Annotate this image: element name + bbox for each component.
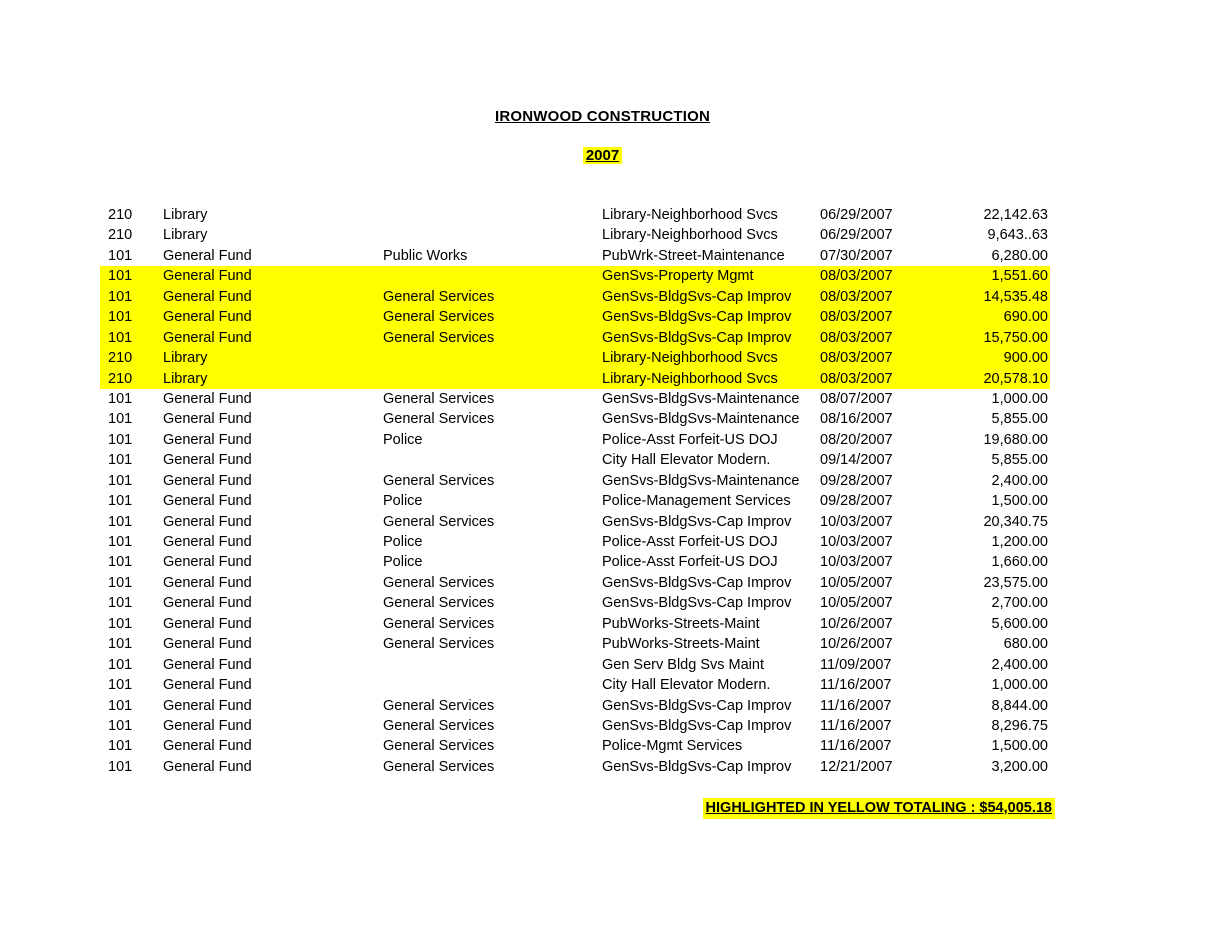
date-cell: 11/16/2007 bbox=[820, 717, 892, 734]
fund-number-cell: 101 bbox=[108, 329, 133, 346]
amount-cell: 2,400.00 bbox=[991, 472, 1048, 489]
fund-number-cell: 101 bbox=[108, 656, 133, 673]
date-cell: 10/26/2007 bbox=[820, 636, 893, 653]
department-cell: General Services bbox=[383, 329, 495, 346]
date-cell: 06/29/2007 bbox=[820, 207, 893, 223]
table-row bbox=[100, 614, 1050, 634]
amount-cell: 5,600.00 bbox=[991, 615, 1048, 632]
department-cell: General Services bbox=[383, 390, 495, 407]
amount-cell: 1,200.00 bbox=[991, 534, 1048, 550]
fund-name-cell: Library bbox=[163, 350, 208, 367]
table-row bbox=[100, 389, 1050, 409]
fund-name-cell: General Fund bbox=[163, 288, 252, 305]
fund-number-cell: 210 bbox=[108, 370, 133, 387]
fund-name-cell: General Fund bbox=[163, 717, 252, 734]
account-cell: GenSvs-BldgSvs-Cap Improv bbox=[602, 697, 792, 714]
amount-cell: 19,680.00 bbox=[983, 431, 1048, 448]
date-cell: 08/03/2007 bbox=[820, 329, 893, 346]
fund-name-cell: Library bbox=[163, 370, 208, 387]
account-cell: GenSvs-BldgSvs-Maintenance bbox=[602, 472, 800, 489]
department-cell bbox=[383, 348, 602, 368]
department-cell bbox=[383, 205, 602, 225]
fund-name-cell: Library bbox=[163, 207, 208, 223]
table-row bbox=[100, 348, 1050, 368]
transactions-table bbox=[100, 205, 1050, 777]
amount-cell: 3,200.00 bbox=[991, 758, 1048, 775]
date-cell: 08/03/2007 bbox=[820, 268, 893, 285]
fund-name-cell: General Fund bbox=[163, 247, 252, 264]
amount-cell: 1,000.00 bbox=[991, 677, 1048, 694]
department-cell: General Services bbox=[383, 595, 495, 612]
fund-number-cell: 101 bbox=[108, 247, 133, 264]
date-cell: 08/03/2007 bbox=[820, 350, 893, 367]
account-cell: Police-Asst Forfeit-US DOJ bbox=[602, 534, 778, 550]
account-cell: GenSvs-BldgSvs-Cap Improv bbox=[602, 309, 792, 326]
department-cell: Police bbox=[383, 493, 423, 510]
table-row bbox=[100, 450, 1050, 470]
amount-cell: 8,844.00 bbox=[991, 697, 1048, 714]
fund-name-cell: General Fund bbox=[163, 595, 252, 612]
amount-cell: 1,500.00 bbox=[991, 493, 1048, 510]
fund-name-cell: General Fund bbox=[163, 636, 252, 653]
department-cell bbox=[383, 450, 602, 470]
table-row bbox=[100, 757, 1050, 777]
amount-cell: 2,700.00 bbox=[991, 595, 1048, 612]
fund-number-cell: 101 bbox=[108, 493, 133, 510]
account-cell: Library-Neighborhood Svcs bbox=[602, 350, 778, 367]
date-cell: 06/29/2007 bbox=[820, 227, 893, 244]
fund-name-cell: General Fund bbox=[163, 472, 252, 489]
fund-number-cell: 101 bbox=[108, 554, 133, 571]
fund-number-cell: 101 bbox=[108, 309, 133, 326]
amount-cell: 15,750.00 bbox=[983, 329, 1048, 346]
account-cell: Police-Mgmt Services bbox=[602, 738, 743, 755]
date-cell: 09/28/2007 bbox=[820, 472, 893, 489]
date-cell: 10/03/2007 bbox=[820, 534, 893, 550]
footer-total: HIGHLIGHTED IN YELLOW TOTALING : $54,005.18 bbox=[703, 798, 1055, 819]
department-cell bbox=[383, 369, 602, 389]
account-cell: Gen Serv Bldg Svs Maint bbox=[602, 656, 764, 673]
date-cell: 08/03/2007 bbox=[820, 309, 893, 326]
department-cell: General Services bbox=[383, 513, 495, 530]
amount-cell: 6,280.00 bbox=[991, 247, 1048, 264]
fund-name-cell: General Fund bbox=[163, 534, 252, 550]
date-cell: 10/03/2007 bbox=[820, 513, 893, 530]
account-cell: GenSvs-BldgSvs-Maintenance bbox=[602, 411, 800, 428]
fund-number-cell: 101 bbox=[108, 513, 133, 530]
account-cell: PubWorks-Streets-Maint bbox=[602, 615, 760, 632]
department-cell: General Services bbox=[383, 758, 495, 775]
amount-cell: 8,296.75 bbox=[991, 717, 1048, 734]
table-row bbox=[100, 246, 1050, 266]
account-cell: PubWorks-Streets-Maint bbox=[602, 636, 760, 653]
amount-cell: 22,142.63 bbox=[983, 207, 1048, 223]
table-row bbox=[100, 696, 1050, 716]
account-cell: GenSvs-BldgSvs-Cap Improv bbox=[602, 574, 792, 591]
date-cell: 08/03/2007 bbox=[820, 370, 893, 387]
account-cell: GenSvs-BldgSvs-Maintenance bbox=[602, 390, 800, 407]
fund-number-cell: 210 bbox=[108, 227, 133, 244]
year-row bbox=[0, 147, 1205, 165]
fund-number-cell: 101 bbox=[108, 717, 133, 734]
fund-name-cell: General Fund bbox=[163, 329, 252, 346]
table-row bbox=[100, 307, 1050, 327]
table-row bbox=[100, 225, 1050, 245]
table-row bbox=[100, 409, 1050, 429]
amount-cell: 14,535.48 bbox=[983, 288, 1048, 305]
account-cell: City Hall Elevator Modern. bbox=[602, 452, 771, 469]
amount-cell: 1,500.00 bbox=[991, 738, 1048, 755]
date-cell: 10/26/2007 bbox=[820, 615, 893, 632]
amount-cell: 5,855.00 bbox=[991, 452, 1048, 469]
table-row bbox=[100, 512, 1050, 532]
fund-name-cell: General Fund bbox=[163, 697, 252, 714]
date-cell: 10/05/2007 bbox=[820, 595, 893, 612]
fund-name-cell: General Fund bbox=[163, 452, 252, 469]
department-cell bbox=[383, 655, 602, 675]
fund-number-cell: 101 bbox=[108, 390, 133, 407]
date-cell: 11/09/2007 bbox=[820, 656, 892, 673]
table-row bbox=[100, 593, 1050, 613]
date-cell: 11/16/2007 bbox=[820, 738, 892, 755]
fund-number-cell: 101 bbox=[108, 636, 133, 653]
fund-number-cell: 101 bbox=[108, 288, 133, 305]
department-cell: General Services bbox=[383, 697, 495, 714]
department-cell: General Services bbox=[383, 738, 495, 755]
amount-cell: 20,340.75 bbox=[983, 513, 1048, 530]
account-cell: PubWrk-Street-Maintenance bbox=[602, 247, 785, 264]
department-cell bbox=[383, 225, 602, 245]
account-cell: GenSvs-BldgSvs-Cap Improv bbox=[602, 717, 792, 734]
amount-cell: 20,578.10 bbox=[983, 370, 1048, 387]
account-cell: GenSvs-BldgSvs-Cap Improv bbox=[602, 758, 792, 775]
fund-number-cell: 101 bbox=[108, 411, 133, 428]
fund-number-cell: 101 bbox=[108, 574, 133, 591]
account-cell: GenSvs-BldgSvs-Cap Improv bbox=[602, 288, 792, 305]
fund-number-cell: 210 bbox=[108, 350, 133, 367]
fund-name-cell: General Fund bbox=[163, 309, 252, 326]
fund-number-cell: 101 bbox=[108, 677, 133, 694]
fund-name-cell: General Fund bbox=[163, 411, 252, 428]
date-cell: 10/05/2007 bbox=[820, 574, 893, 591]
account-cell: GenSvs-BldgSvs-Cap Improv bbox=[602, 595, 792, 612]
date-cell: 08/16/2007 bbox=[820, 411, 893, 428]
fund-number-cell: 101 bbox=[108, 268, 133, 285]
fund-number-cell: 101 bbox=[108, 452, 133, 469]
table-row bbox=[100, 205, 1050, 225]
account-cell: GenSvs-BldgSvs-Cap Improv bbox=[602, 329, 792, 346]
date-cell: 09/28/2007 bbox=[820, 493, 893, 510]
table-row bbox=[100, 287, 1050, 307]
year-badge: 2007 bbox=[583, 147, 622, 164]
amount-cell: 680.00 bbox=[1003, 636, 1048, 653]
amount-cell: 900.00 bbox=[1003, 350, 1048, 367]
fund-number-cell: 101 bbox=[108, 431, 133, 448]
account-cell: Library-Neighborhood Svcs bbox=[602, 370, 778, 387]
amount-cell: 23,575.00 bbox=[983, 574, 1048, 591]
fund-name-cell: General Fund bbox=[163, 677, 252, 694]
account-cell: Police-Asst Forfeit-US DOJ bbox=[602, 431, 778, 448]
date-cell: 12/21/2007 bbox=[820, 758, 893, 775]
fund-name-cell: General Fund bbox=[163, 493, 252, 510]
table-row bbox=[100, 716, 1050, 736]
table-row bbox=[100, 675, 1050, 695]
fund-number-cell: 101 bbox=[108, 534, 133, 550]
amount-cell: 1,551.60 bbox=[991, 268, 1048, 285]
fund-number-cell: 101 bbox=[108, 595, 133, 612]
account-cell: Police-Management Services bbox=[602, 493, 791, 510]
fund-number-cell: 101 bbox=[108, 472, 133, 489]
fund-name-cell: General Fund bbox=[163, 574, 252, 591]
department-cell: General Services bbox=[383, 288, 495, 305]
department-cell: General Services bbox=[383, 615, 495, 632]
fund-name-cell: General Fund bbox=[163, 268, 252, 285]
table-row bbox=[100, 573, 1050, 593]
table-row bbox=[100, 266, 1050, 286]
account-cell: Police-Asst Forfeit-US DOJ bbox=[602, 554, 778, 571]
table-row bbox=[100, 471, 1050, 491]
department-cell bbox=[383, 266, 602, 286]
fund-name-cell: General Fund bbox=[163, 431, 252, 448]
account-cell: GenSvs-Property Mgmt bbox=[602, 268, 754, 285]
table-row bbox=[100, 532, 1050, 552]
department-cell: General Services bbox=[383, 472, 495, 489]
fund-name-cell: General Fund bbox=[163, 513, 252, 530]
account-cell: GenSvs-BldgSvs-Cap Improv bbox=[602, 513, 792, 530]
table-row bbox=[100, 369, 1050, 389]
fund-name-cell: Library bbox=[163, 227, 208, 244]
department-cell: Public Works bbox=[383, 247, 468, 264]
table-row bbox=[100, 655, 1050, 675]
amount-cell: 5,855.00 bbox=[991, 411, 1048, 428]
fund-name-cell: General Fund bbox=[163, 656, 252, 673]
department-cell: General Services bbox=[383, 636, 495, 653]
table-row bbox=[100, 430, 1050, 450]
fund-number-cell: 210 bbox=[108, 207, 133, 223]
date-cell: 09/14/2007 bbox=[820, 452, 893, 469]
department-cell: Police bbox=[383, 431, 423, 448]
department-cell: Police bbox=[383, 534, 423, 550]
date-cell: 08/03/2007 bbox=[820, 288, 893, 305]
department-cell: General Services bbox=[383, 574, 495, 591]
date-cell: 08/07/2007 bbox=[820, 390, 893, 407]
department-cell: General Services bbox=[383, 411, 495, 428]
amount-cell: 9,643..63 bbox=[987, 227, 1048, 244]
date-cell: 11/16/2007 bbox=[820, 697, 892, 714]
fund-name-cell: General Fund bbox=[163, 615, 252, 632]
account-cell: City Hall Elevator Modern. bbox=[602, 677, 771, 694]
department-cell: General Services bbox=[383, 717, 495, 734]
amount-cell: 1,660.00 bbox=[991, 554, 1048, 571]
fund-number-cell: 101 bbox=[108, 615, 133, 632]
department-cell: Police bbox=[383, 554, 423, 571]
department-cell bbox=[383, 675, 602, 695]
date-cell: 08/20/2007 bbox=[820, 431, 893, 448]
date-cell: 10/03/2007 bbox=[820, 554, 893, 571]
fund-name-cell: General Fund bbox=[163, 554, 252, 571]
date-cell: 07/30/2007 bbox=[820, 247, 893, 264]
table-row bbox=[100, 634, 1050, 654]
fund-name-cell: General Fund bbox=[163, 738, 252, 755]
fund-number-cell: 101 bbox=[108, 738, 133, 755]
fund-number-cell: 101 bbox=[108, 697, 133, 714]
page-title: IRONWOOD CONSTRUCTION bbox=[494, 108, 711, 125]
department-cell: General Services bbox=[383, 309, 495, 326]
fund-name-cell: General Fund bbox=[163, 758, 252, 775]
amount-cell: 1,000.00 bbox=[991, 390, 1048, 407]
amount-cell: 2,400.00 bbox=[991, 656, 1048, 673]
date-cell: 11/16/2007 bbox=[820, 677, 892, 694]
account-cell: Library-Neighborhood Svcs bbox=[602, 207, 778, 223]
table-row bbox=[100, 491, 1050, 511]
fund-name-cell: General Fund bbox=[163, 390, 252, 407]
amount-cell: 690.00 bbox=[1003, 309, 1048, 326]
fund-number-cell: 101 bbox=[108, 758, 133, 775]
table-row bbox=[100, 552, 1050, 572]
table-row bbox=[100, 328, 1050, 348]
account-cell: Library-Neighborhood Svcs bbox=[602, 227, 778, 244]
table-row bbox=[100, 736, 1050, 756]
